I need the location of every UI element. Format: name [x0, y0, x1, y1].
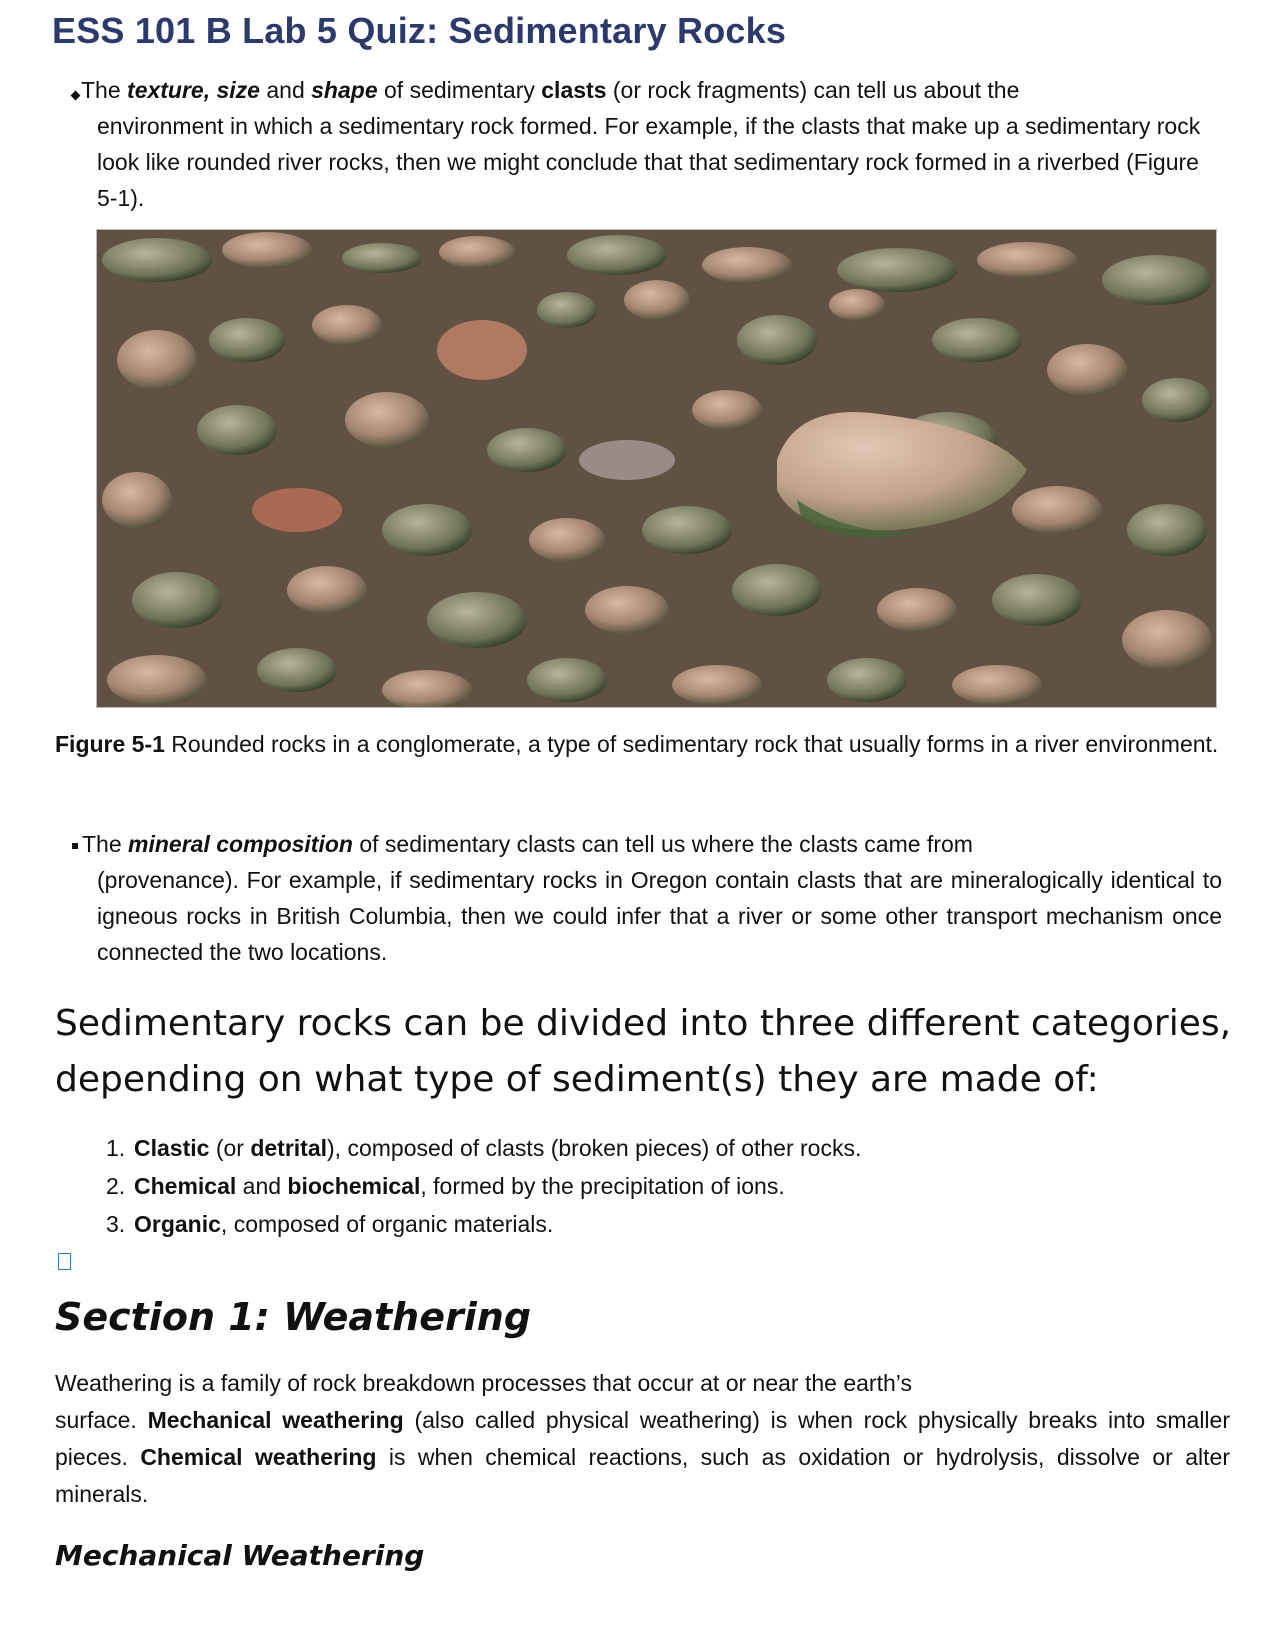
conglomerate-photo	[96, 229, 1217, 708]
weathering-paragraph: Weathering is a family of rock breakdown processes that occur at or near the earth’s surface. Mechanical weathering (also called physical weathering) is when rock physically breaks into smaller pieces. Chemical weathering is when chemical reactions, such as oxidation or hydrolysis, dissolve or alter minerals.	[55, 1365, 1230, 1513]
term-texture-size: texture, size	[127, 77, 260, 103]
term-chemical-weathering: Chemical weathering	[140, 1444, 377, 1470]
square-bullet-icon	[72, 843, 78, 849]
weathering-first-line: Weathering is a family of rock breakdown processes that occur at or near the earth’s	[55, 1370, 912, 1396]
term-mechanical-weathering: Mechanical weathering	[147, 1407, 404, 1433]
mineral-composition-paragraph	[72, 826, 1222, 970]
figure-caption-text: Rounded rocks in a conglomerate, a type of sedimentary rock that usually forms in a river environment.	[164, 731, 1219, 757]
list-item: 1. Clastic (or detrital), composed of clasts (broken pieces) of other rocks.	[106, 1135, 862, 1161]
intro-rest: environment in which a sedimentary rock formed. For example, if the clasts that make up a sedimentary rock look like rounded river rocks, then we might conclude that that sedimentary rock formed in a riverbed (Figure 5-1).	[97, 113, 1201, 211]
section-title: Section 1: Weathering	[55, 1295, 532, 1339]
intro-paragraph	[72, 72, 1222, 216]
term-mineral-composition: mineral composition	[128, 831, 353, 857]
categories-heading: Sedimentary rocks can be divided into three different categories, depending on what type of sediment(s) they are made of:	[55, 1003, 1232, 1100]
mineral-rest: (provenance). For example, if sedimentary rocks in Oregon contain clasts that are mineralogically identical to igneous rocks in British Columbia, then we could infer that a river or some other transport mechanism once connected the two locations.	[97, 867, 1222, 965]
categories-list	[106, 1129, 861, 1243]
figure-label: Figure 5-1	[55, 731, 165, 757]
intro-first-line: The texture, size and shape of sedimentary clasts (or rock fragments) can tell us about the	[72, 72, 1222, 108]
list-item: 3. Organic, composed of organic materials.	[106, 1211, 554, 1237]
figure-caption	[55, 725, 1225, 764]
term-clasts: clasts	[541, 77, 607, 103]
placeholder-box-icon	[58, 1253, 71, 1270]
term-shape: shape	[311, 77, 378, 103]
page-title: ESS 101 B Lab 5 Quiz: Sedimentary Rocks	[52, 10, 787, 51]
list-item: 2. Chemical and biochemical, formed by the precipitation of ions.	[106, 1173, 785, 1199]
subsection-title: Mechanical Weathering	[55, 1539, 425, 1572]
diamond-bullet-icon	[71, 91, 81, 101]
mineral-first-line: The mineral composition of sedimentary clasts can tell us where the clasts came from	[72, 831, 973, 857]
